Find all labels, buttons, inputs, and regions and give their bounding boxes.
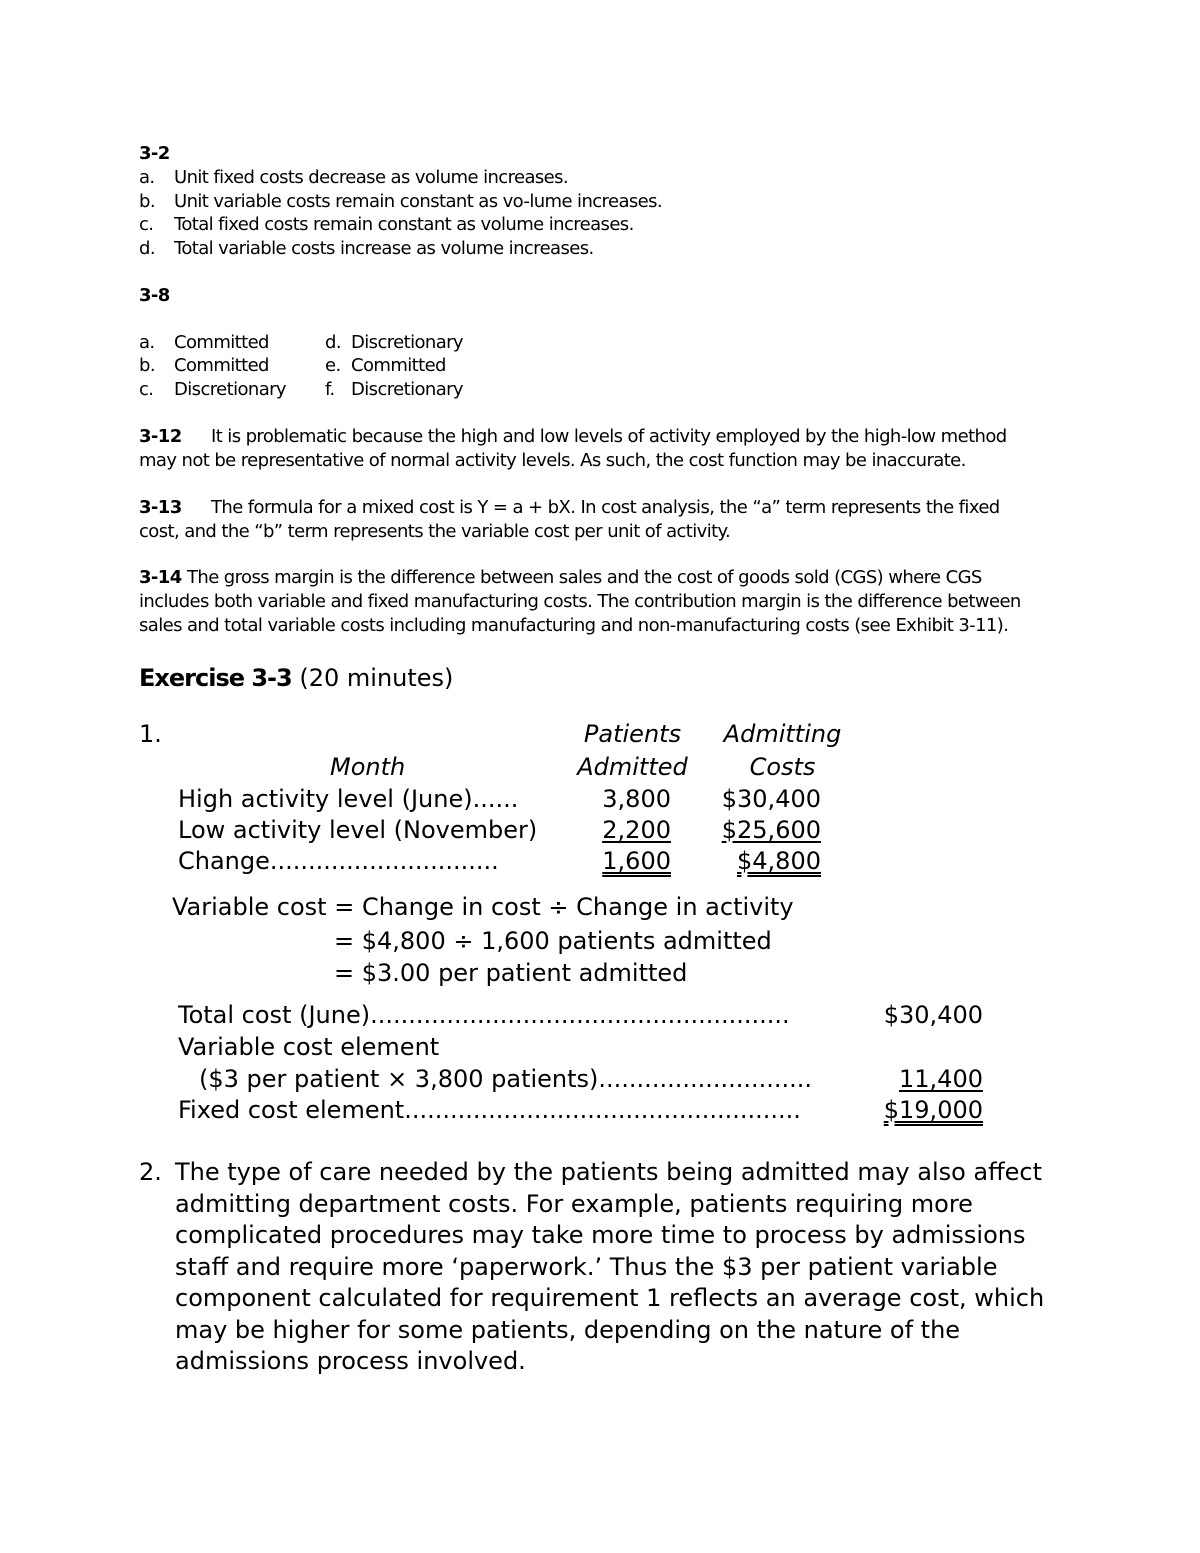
part-1-number: 1. [139,720,162,748]
part-2-line: The type of care needed by the patients being admitted may also affect [175,1158,1043,1186]
variable-cost-element-label: Variable cost element [178,1033,440,1061]
variable-cost-line-3: = $3.00 per patient admitted [334,959,688,987]
q3-14-line-3: sales and total variable costs including manufacturing and non-manufacturing costs (see Exhibit 3-11). [139,615,1009,636]
q3-8-item-f: f. Discretionary [325,379,463,400]
fixed-cost-element-label: Fixed cost element.................................................... [178,1096,801,1124]
table-row-label: Low activity level (November) [178,816,538,844]
exercise-heading: Exercise 3-3 (20 minutes) [139,664,454,692]
costs-header-1: Admitting [723,720,842,748]
part-2-line: admissions process involved. [175,1347,526,1375]
table-row-patients: 2,200 [602,816,671,844]
variable-cost-element-detail: ($3 per patient × 3,800 patients)............................ [199,1065,813,1093]
table-row-costs: $4,800 [737,847,821,875]
table-row-costs: $30,400 [721,785,821,813]
month-header: Month [330,753,406,781]
total-cost-value: $30,400 [883,1001,983,1029]
q3-14-line-2: includes both variable and fixed manufacturing costs. The contribution margin is the difference between [139,591,1021,612]
q3-8-item-b: b. Committed [139,355,269,376]
part-2-line: may be higher for some patients, depending on the nature of the [175,1316,961,1344]
q3-13-line-2: cost, and the “b” term represents the variable cost per unit of activity. [139,521,731,542]
variable-cost-line-2: = $4,800 ÷ 1,600 patients admitted [334,927,772,955]
table-row-label: Change.............................. [178,847,499,875]
patients-header-2: Admitted [577,753,688,781]
patients-header-1: Patients [583,720,682,748]
q3-2-heading: 3-2 [139,143,170,164]
table-row-label: High activity level (June)...... [178,785,519,813]
part-2-line: complicated procedures may take more time to process by admissions [175,1221,1026,1249]
variable-cost-line-1: Variable cost = Change in cost ÷ Change in activity [172,893,794,921]
table-row-patients: 3,800 [602,785,671,813]
variable-cost-element-value: 11,400 [899,1065,983,1093]
part-2-line: component calculated for requirement 1 reflects an average cost, which [175,1284,1045,1312]
table-row-patients: 1,600 [602,847,671,875]
q3-8-item-a: a. Committed [139,332,269,353]
part-2-number: 2. [139,1158,162,1186]
fixed-cost-element-value: $19,000 [883,1096,983,1124]
part-2-line: staff and require more ‘paperwork.’ Thus the $3 per patient variable [175,1253,998,1281]
q3-2-item-d: d. Total variable costs increase as volume increases. [139,238,594,259]
q3-12-line-2: may not be representative of normal activity levels. As such, the cost function may be inaccurate. [139,450,966,471]
q3-13-line-1: 3-13 The formula for a mixed cost is Y = a + bX. In cost analysis, the “a” term represents the fixed [139,497,1000,518]
q3-2-item-b: b. Unit variable costs remain constant as vo-lume increases. [139,191,663,212]
q3-2-item-a: a. Unit fixed costs decrease as volume increases. [139,167,569,188]
q3-8-heading: 3-8 [139,285,170,306]
q3-8-item-d: d. Discretionary [325,332,463,353]
q3-8-item-e: e. Committed [325,355,446,376]
q3-12-line-1: 3-12 It is problematic because the high and low levels of activity employed by the high-low method [139,426,1007,447]
table-row-costs: $25,600 [721,816,821,844]
part-2-line: admitting department costs. For example, patients requiring more [175,1190,973,1218]
q3-8-item-c: c. Discretionary [139,379,286,400]
costs-header-2: Costs [749,753,816,781]
q3-2-item-c: c. Total fixed costs remain constant as volume increases. [139,214,634,235]
total-cost-label: Total cost (June)....................................................... [178,1001,790,1029]
q3-14-line-1: 3-14 The gross margin is the difference between sales and the cost of goods sold (CGS) where CGS [139,567,982,588]
